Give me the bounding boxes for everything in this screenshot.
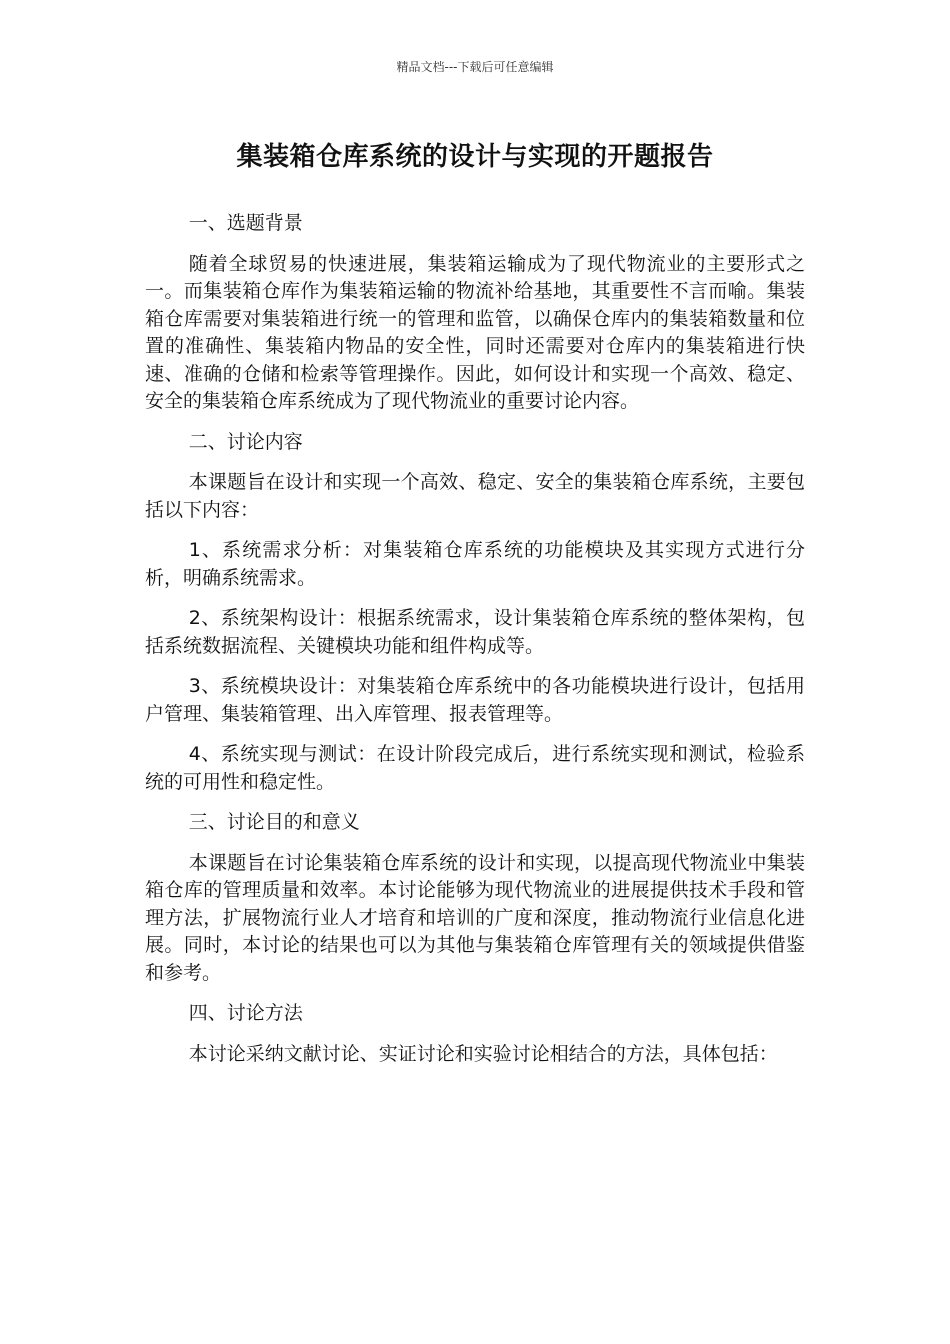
paragraph-method: 本讨论采纳文献讨论、实证讨论和实验讨论相结合的方法，具体包括： — [188, 1042, 778, 1065]
paragraph-background: 随着全球贸易的快速进展，集装箱运输成为了现代物流业的主要形式之一。而集装箱仓库作为集装箱运输的物流补给基地，其重要性不言而喻。集装箱仓库需要对集装箱进行统一的管理和监管，以确保仓库内的集装箱数量和位置的准确性、集装箱内物品的安全性，同时还需要对仓库内的集装箱进行快速、准确的仓储和检索等管理操作。因此，如何设计和实现一个高效、稳定、安全的集装箱仓库系统成为了现代物流业的重要讨论内容。 — [145, 252, 805, 412]
document-title: 集装箱仓库系统的设计与实现的开题报告 — [236, 142, 714, 172]
paragraph-purpose: 本课题旨在讨论集装箱仓库系统的设计和实现，以提高现代物流业中集装箱仓库的管理质量和效率。本讨论能够为现代物流业的进展提供技术手段和管理方法，扩展物流行业人才培育和培训的广度和深度，推动物流行业信息化进展。同时，本讨论的结果也可以为其他与集装箱仓库管理有关的领域提供借鉴和参考。 — [145, 851, 805, 984]
section-heading-content: 二、讨论内容 — [188, 430, 303, 453]
list-item: 4、系统实现与测试：在设计阶段完成后，进行系统实现和测试，检验系统的可用性和稳定性。 — [145, 743, 805, 793]
section-heading-purpose: 三、讨论目的和意义 — [188, 811, 360, 833]
list-item: 1、系统需求分析：对集装箱仓库系统的功能模块及其实现方式进行分析，明确系统需求。 — [145, 539, 805, 589]
list-item: 3、系统模块设计：对集装箱仓库系统中的各功能模块进行设计，包括用户管理、集装箱管理、出入库管理、报表管理等。 — [145, 675, 805, 725]
list-item: 2、系统架构设计：根据系统需求，设计集装箱仓库系统的整体架构，包括系统数据流程、关键模块功能和组件构成等。 — [145, 607, 805, 657]
section-heading-method: 四、讨论方法 — [188, 1002, 303, 1024]
section-heading-background: 一、选题背景 — [188, 212, 303, 234]
header-note: 精品文档---下载后可任意编辑 — [396, 60, 554, 74]
paragraph-content-intro: 本课题旨在设计和实现一个高效、稳定、安全的集装箱仓库系统，主要包括以下内容： — [145, 471, 805, 521]
document-body — [145, 210, 805, 1081]
